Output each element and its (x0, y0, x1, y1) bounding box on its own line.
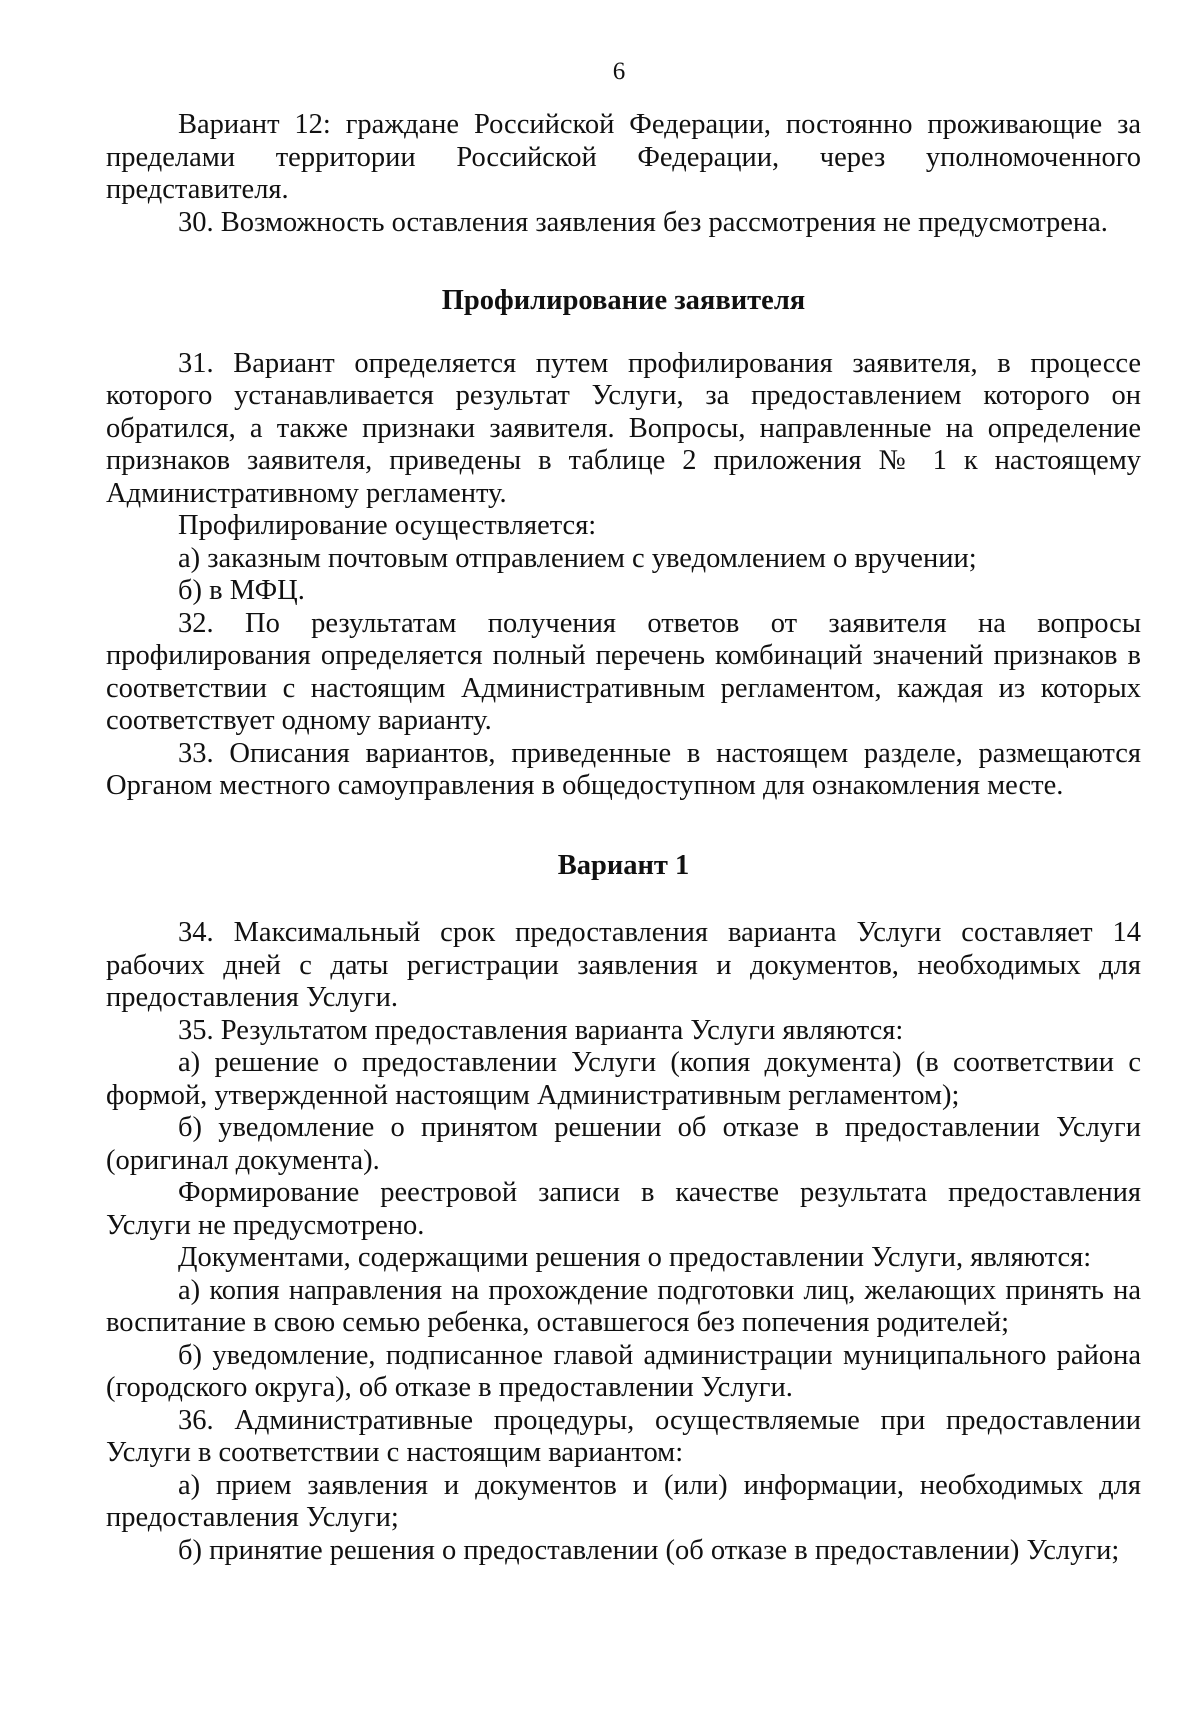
paragraph-33: 33. Описания вариантов, приведенные в настоящем разделе, размещаются Органом местного самоуправления в общедоступном для ознакомления месте. (106, 737, 1141, 801)
paragraph-decision-documents: Документами, содержащими решения о предоставлении Услуги, являются: (178, 1242, 1092, 1273)
paragraph-registry-record: Формирование реестровой записи в качестве результата предоставления Услуги не предусмотрено. (106, 1177, 1141, 1241)
list-item-b-signed-notice: б) уведомление, подписанное главой администрации муниципального района (городского округа), об отказе в предоставлении Услуги. (106, 1339, 1141, 1403)
paragraph-32: 32. По результатам получения ответов от заявителя на вопросы профилирования определяется полный перечень комбинаций значений признаков в соответствии с настоящим Административным регламентом, каждая из которых соответствует одному варианту. (106, 607, 1141, 736)
list-item-a-decision: а) решение о предоставлении Услуги (копия документа) (в соответствии с формой, утвержденной настоящим Административным регламентом); (106, 1047, 1141, 1111)
list-item-a-mail: а) заказным почтовым отправлением с уведомлением о вручении; (178, 542, 977, 574)
list-item-b-decision-making: б) принятие решения о предоставлении (об отказе в предоставлении) Услуги; (178, 1534, 1120, 1566)
list-item-b-mfc: б) в МФЦ. (178, 575, 305, 606)
list-item-a-referral-copy: а) копия направления на прохождение подготовки лиц, желающих принять на воспитание в свою семью ребенка, оставшегося без попечения родителей; (106, 1274, 1141, 1338)
paragraph-35: 35. Результатом предоставления варианта Услуги являются: (178, 1014, 904, 1046)
list-item-b-refusal-notice: б) уведомление о принятом решении об отказе в предоставлении Услуги (оригинал документа). (106, 1112, 1141, 1176)
paragraph-31: 31. Вариант определяется путем профилирования заявителя, в процессе которого устанавливается результат Услуги, за предоставлением которого он обратился, а также признаки заявителя. Вопросы, направленные на определение признаков заявителя, приведены в таблице 2 приложения № 1 к настоящему Административному регламенту. (106, 347, 1141, 509)
section-heading-variant-1: Вариант 1 (557, 849, 690, 881)
paragraph-34: 34. Максимальный срок предоставления варианта Услуги составляет 14 рабочих дней с даты регистрации заявления и документов, необходимых для предоставления Услуги. (106, 917, 1141, 1013)
paragraph-36: 36. Административные процедуры, осуществляемые при предоставлении Услуги в соответствии с настоящим вариантом: (106, 1404, 1141, 1468)
paragraph-profiling-methods: Профилирование осуществляется: (178, 510, 597, 541)
paragraph-30: 30. Возможность оставления заявления без рассмотрения не предусмотрена. (178, 206, 1108, 238)
page-number: 6 (612, 58, 626, 85)
list-item-a-application-intake: а) прием заявления и документов и (или) информации, необходимых для предоставления Услуги; (106, 1469, 1141, 1533)
paragraph-variant-12: Вариант 12: граждане Российской Федерации, постоянно проживающие за пределами территории Российской Федерации, через уполномоченного представителя. (106, 109, 1141, 205)
document-body (106, 109, 1141, 1567)
section-heading-profiling: Профилирование заявителя (441, 285, 806, 316)
